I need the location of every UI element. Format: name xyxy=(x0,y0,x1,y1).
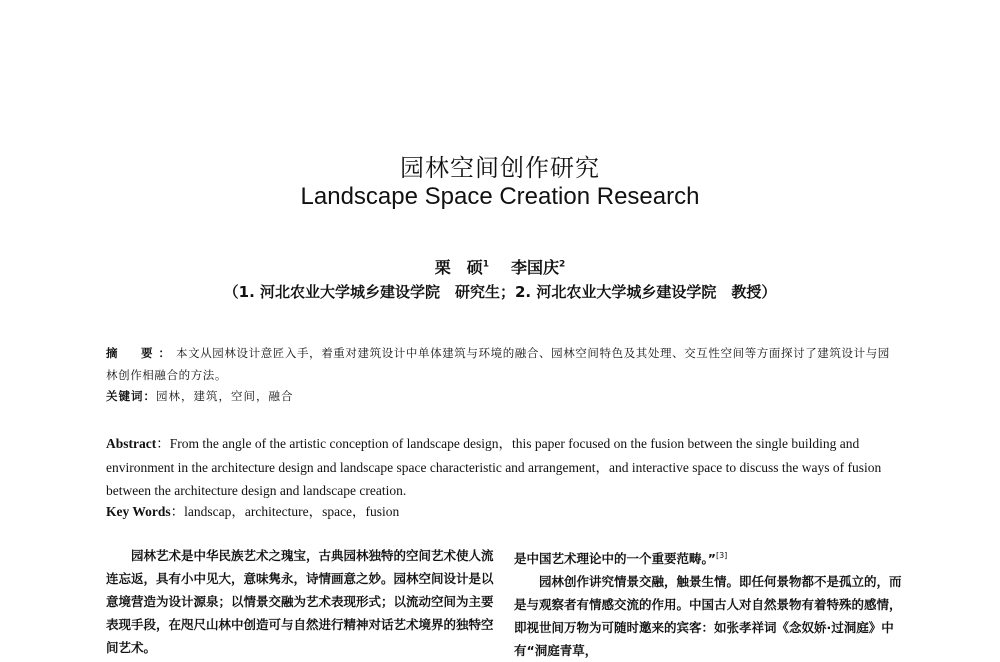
author-1-name: 栗 硕 xyxy=(434,258,483,277)
citation-ref: [3] xyxy=(715,551,728,560)
keywords-english-label: Key Words xyxy=(106,504,171,519)
abstract-chinese-label: 摘 要： xyxy=(106,346,176,360)
body-column-right xyxy=(514,544,902,662)
body-paragraph: 园林创作讲究情景交融，触景生情。即任何景物都不是孤立的，而是与观察者有情感交流的作用。中国古人对自然景物有着特殊的感情，即视世间万物为可随时邀来的宾客：如张孝祥词《念奴娇·过洞庭》中有“洞庭青草， xyxy=(514,574,902,659)
author-2-name: 李国庆 xyxy=(511,258,560,277)
body-paragraph-continued xyxy=(514,544,902,570)
abstract-chinese xyxy=(106,342,896,386)
affiliations: （1. 河北农业大学城乡建设学院 研究生；2. 河北农业大学城乡建设学院 教授） xyxy=(223,283,777,301)
keywords-chinese-text: 园林，建筑，空间，融合 xyxy=(156,389,294,403)
paper-title-chinese: 园林空间创作研究 xyxy=(400,154,600,182)
abstract-english xyxy=(106,432,896,503)
keywords-chinese xyxy=(106,386,896,406)
body-paragraph: 园林艺术是中华民族艺术之瑰宝，古典园林独特的空间艺术使人流连忘返，具有小中见大，意味隽永，诗情画意之妙。园林空间设计是以意境营造为设计源泉；以情景交融为艺术表现形式；以流动空间为主要表现手段，在咫尺山林中创造可与自然进行精神对话艺术境界的独特空间艺术。 xyxy=(106,548,494,655)
keywords-chinese-label: 关键词： xyxy=(106,389,156,403)
abstract-english-label: Abstract xyxy=(106,436,157,451)
author-line xyxy=(0,255,1000,278)
abstract-english-text: ：From the angle of the artistic conception of landscape design，this paper focused on the fusion between the single building and environment in the architecture design and landscape space characteristic and arrangement，and interactive space to discuss the ways of fusion between the architecture design and landscape creation. xyxy=(106,436,882,498)
body-text: 是中国艺术理论中的一个重要范畴。” xyxy=(514,551,716,567)
body-column-left xyxy=(106,544,494,659)
abstract-chinese-text: 本文从园林设计意匠入手，着重对建筑设计中单体建筑与环境的融合、园林空间特色及其处理、交互性空间等方面探讨了建筑设计与园林创作相融合的方法。 xyxy=(106,346,890,382)
author-2-affil-mark: 2 xyxy=(559,259,566,270)
keywords-english-text: ：landscap，architecture，space，fusion xyxy=(170,504,400,519)
author-1-affil-mark: 1 xyxy=(482,259,489,270)
paper-title-english: Landscape Space Creation Research xyxy=(300,183,700,210)
keywords-english xyxy=(106,502,896,522)
